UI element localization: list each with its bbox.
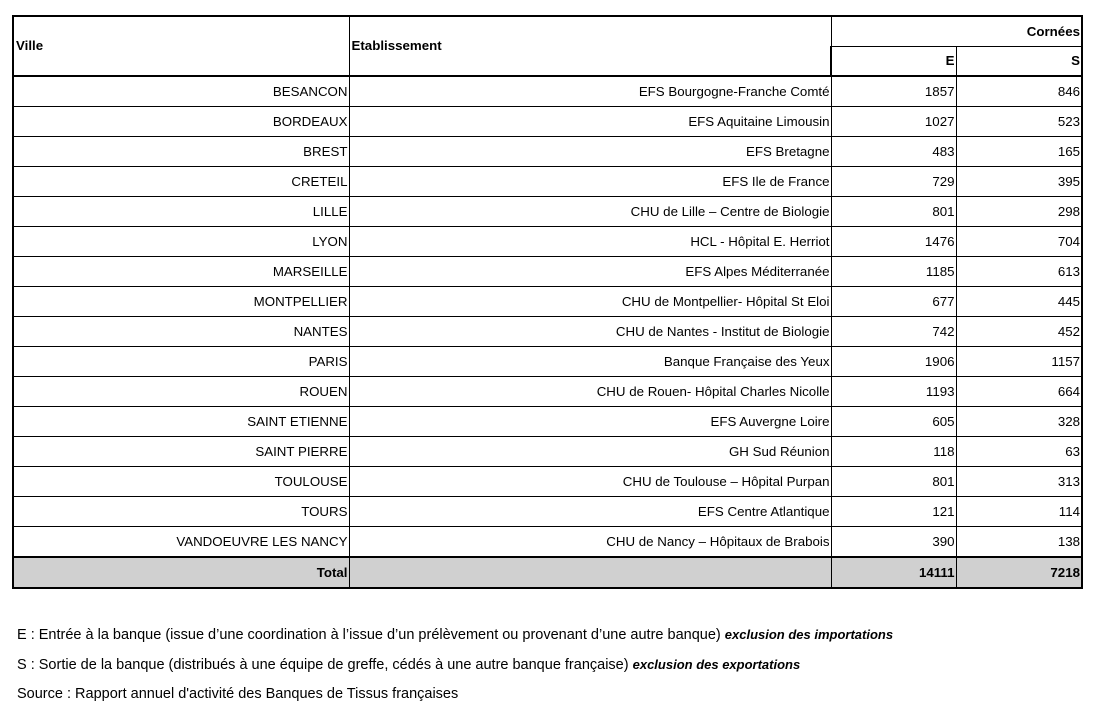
cell-etablissement: EFS Ile de France: [349, 167, 831, 197]
cell-s: 165: [956, 137, 1082, 167]
cell-etablissement: EFS Bourgogne-Franche Comté: [349, 76, 831, 107]
cell-ville: BREST: [13, 137, 349, 167]
note-s: [17, 650, 893, 680]
cell-s: 523: [956, 107, 1082, 137]
cell-etablissement: CHU de Lille – Centre de Biologie: [349, 197, 831, 227]
note-source: Source : Rapport annuel d'activité des Banques de Tissus françaises: [17, 686, 459, 702]
cell-e: 1906: [831, 347, 956, 377]
cell-s: 395: [956, 167, 1082, 197]
cell-e: 1193: [831, 377, 956, 407]
cell-ville: SAINT PIERRE: [13, 437, 349, 467]
cell-etablissement: EFS Aquitaine Limousin: [349, 107, 831, 137]
table-row: [13, 167, 1082, 197]
cell-ville: LYON: [13, 227, 349, 257]
cell-ville: TOULOUSE: [13, 467, 349, 497]
cell-etablissement: EFS Bretagne: [349, 137, 831, 167]
header-s: S: [956, 47, 1082, 77]
table-row: [13, 437, 1082, 467]
cell-e: 742: [831, 317, 956, 347]
cell-s: 613: [956, 257, 1082, 287]
cell-e: 605: [831, 407, 956, 437]
total-empty-cell: [349, 557, 831, 588]
header-ville: Ville: [13, 16, 349, 76]
total-label: Total: [13, 557, 349, 588]
table-row: [13, 467, 1082, 497]
table-row: [13, 287, 1082, 317]
note-e-emphasis: exclusion des importations: [724, 627, 894, 642]
cell-ville: VANDOEUVRE LES NANCY: [13, 527, 349, 558]
table-row: [13, 527, 1082, 558]
cell-etablissement: EFS Centre Atlantique: [349, 497, 831, 527]
table-row: [13, 347, 1082, 377]
table-row: [13, 137, 1082, 167]
cell-s: 452: [956, 317, 1082, 347]
cell-etablissement: CHU de Nancy – Hôpitaux de Brabois: [349, 527, 831, 558]
cell-ville: SAINT ETIENNE: [13, 407, 349, 437]
cell-etablissement: CHU de Nantes - Institut de Biologie: [349, 317, 831, 347]
cell-etablissement: Banque Française des Yeux: [349, 347, 831, 377]
cell-s: 664: [956, 377, 1082, 407]
table-row: [13, 377, 1082, 407]
cell-etablissement: CHU de Rouen- Hôpital Charles Nicolle: [349, 377, 831, 407]
cell-e: 801: [831, 197, 956, 227]
cell-etablissement: HCL - Hôpital E. Herriot: [349, 227, 831, 257]
note-s-emphasis: exclusion des exportations: [632, 657, 801, 672]
table-notes: [17, 620, 893, 709]
cell-s: 445: [956, 287, 1082, 317]
cell-e: 729: [831, 167, 956, 197]
cell-etablissement: EFS Auvergne Loire: [349, 407, 831, 437]
table-row: [13, 197, 1082, 227]
cell-etablissement: CHU de Toulouse – Hôpital Purpan: [349, 467, 831, 497]
header-etablissement: Etablissement: [349, 16, 831, 76]
cell-s: 1157: [956, 347, 1082, 377]
cell-s: 138: [956, 527, 1082, 558]
cell-e: 1185: [831, 257, 956, 287]
table-row: [13, 107, 1082, 137]
table-row: [13, 497, 1082, 527]
cell-ville: NANTES: [13, 317, 349, 347]
cell-s: 704: [956, 227, 1082, 257]
cell-e: 1027: [831, 107, 956, 137]
cell-e: 483: [831, 137, 956, 167]
cell-etablissement: CHU de Montpellier- Hôpital St Eloi: [349, 287, 831, 317]
cell-e: 1476: [831, 227, 956, 257]
cell-etablissement: EFS Alpes Méditerranée: [349, 257, 831, 287]
cell-s: 298: [956, 197, 1082, 227]
cell-ville: CRETEIL: [13, 167, 349, 197]
table-row: [13, 407, 1082, 437]
note-s-text: S : Sortie de la banque (distribués à une équipe de greffe, cédés à une autre banque française): [17, 657, 633, 673]
cell-e: 1857: [831, 76, 956, 107]
total-row: [13, 557, 1082, 588]
cell-e: 118: [831, 437, 956, 467]
note-e: [17, 620, 893, 650]
cell-etablissement: GH Sud Réunion: [349, 437, 831, 467]
cell-ville: TOURS: [13, 497, 349, 527]
cell-ville: MARSEILLE: [13, 257, 349, 287]
cell-e: 390: [831, 527, 956, 558]
cell-ville: ROUEN: [13, 377, 349, 407]
header-e: E: [831, 47, 956, 77]
cell-ville: BORDEAUX: [13, 107, 349, 137]
cell-s: 114: [956, 497, 1082, 527]
cell-e: 677: [831, 287, 956, 317]
table-row: [13, 257, 1082, 287]
total-e: 14111: [831, 557, 956, 588]
cell-s: 846: [956, 76, 1082, 107]
cell-ville: LILLE: [13, 197, 349, 227]
total-s: 7218: [956, 557, 1082, 588]
cell-e: 801: [831, 467, 956, 497]
cell-s: 328: [956, 407, 1082, 437]
table-row: [13, 317, 1082, 347]
cornea-bank-table: [12, 15, 1083, 589]
table-row: [13, 227, 1082, 257]
cell-e: 121: [831, 497, 956, 527]
cell-ville: PARIS: [13, 347, 349, 377]
cell-s: 63: [956, 437, 1082, 467]
cell-s: 313: [956, 467, 1082, 497]
note-e-text: E : Entrée à la banque (issue d’une coordination à l’issue d’un prélèvement ou provenant d’une autre banque): [17, 627, 725, 643]
header-cornees: Cornées: [831, 16, 1082, 47]
cell-ville: MONTPELLIER: [13, 287, 349, 317]
cell-ville: BESANCON: [13, 76, 349, 107]
table-row: [13, 76, 1082, 107]
